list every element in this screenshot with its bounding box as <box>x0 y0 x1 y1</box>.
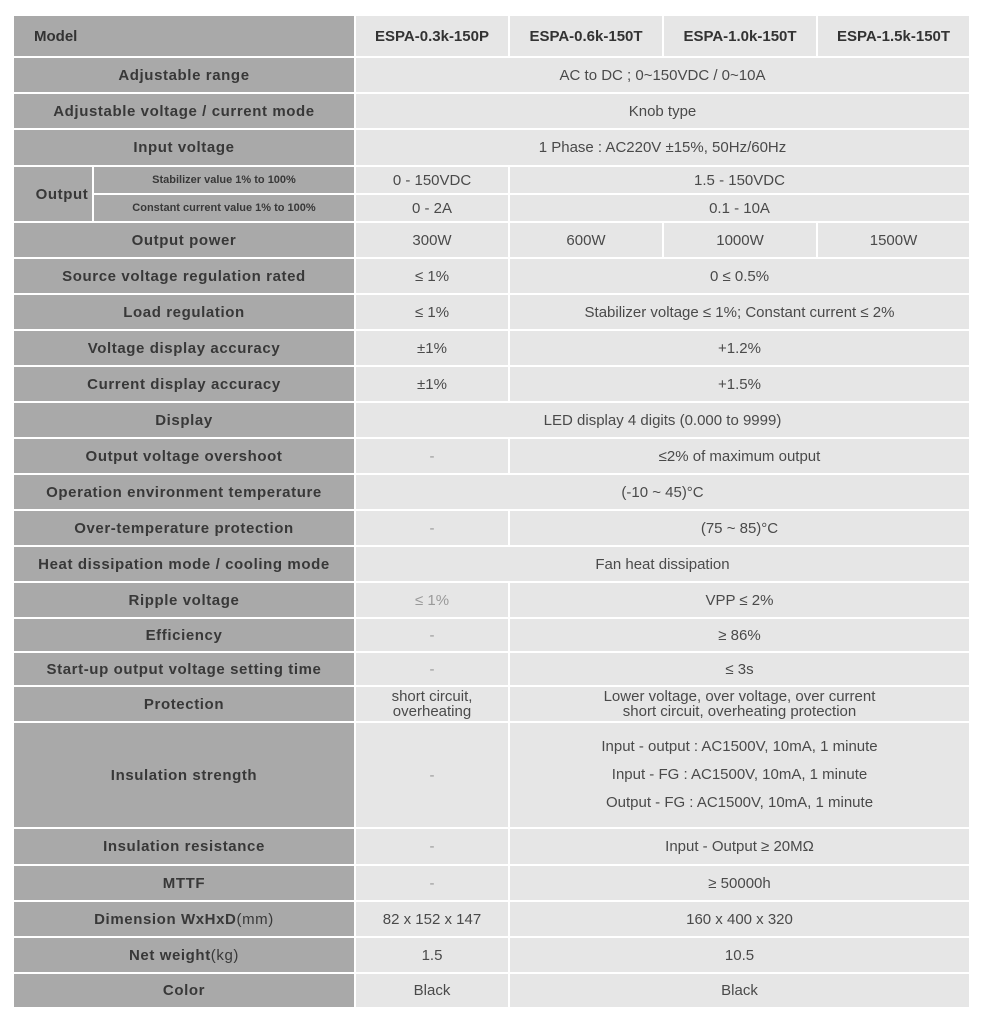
row-label: Source voltage regulation rated <box>13 258 355 294</box>
row-value-large: 0 ≤ 0.5% <box>509 258 970 294</box>
row-label: Voltage display accuracy <box>13 330 355 366</box>
row-cooling <box>13 546 970 582</box>
row-value: 1000W <box>663 222 817 258</box>
row-source-regulation <box>13 258 970 294</box>
row-value: LED display 4 digits (0.000 to 9999) <box>355 402 970 438</box>
row-value: (-10 ~ 45)°C <box>355 474 970 510</box>
row-color <box>13 973 970 1008</box>
row-startup <box>13 652 970 686</box>
row-value-small: - <box>355 828 509 865</box>
value-line: short circuit, overheating protection <box>622 703 857 720</box>
row-adjustable-mode <box>13 93 970 129</box>
row-value-large: +1.5% <box>509 366 970 402</box>
row-value: 300W <box>355 222 509 258</box>
row-value-large: 10.5 <box>509 937 970 973</box>
row-label: Start-up output voltage setting time <box>13 652 355 686</box>
row-value-large: 160 x 400 x 320 <box>509 901 970 937</box>
row-label: Heat dissipation mode / cooling mode <box>13 546 355 582</box>
row-label: Output power <box>13 222 355 258</box>
row-label: Input voltage <box>13 129 355 166</box>
row-value-small: ≤ 1% <box>355 294 509 330</box>
row-value-large: Black <box>509 973 970 1008</box>
row-label: Current display accuracy <box>13 366 355 402</box>
row-value: Knob type <box>355 93 970 129</box>
row-label: Insulation resistance <box>13 828 355 865</box>
row-value-large: 1.5 - 150VDC <box>509 166 970 194</box>
row-sublabel: Constant current value 1% to 100% <box>93 194 355 222</box>
row-value-large: VPP ≤ 2% <box>509 582 970 618</box>
row-value-large: ≥ 50000h <box>509 865 970 901</box>
value-line: Input - FG : AC1500V, 10mA, 1 minute <box>611 766 868 783</box>
row-env-temp <box>13 474 970 510</box>
row-protection <box>13 686 970 722</box>
row-value-small: - <box>355 510 509 546</box>
row-label: Output voltage overshoot <box>13 438 355 474</box>
value-line: Input - output : AC1500V, 10mA, 1 minute <box>601 738 878 755</box>
value-line: Lower voltage, over voltage, over current <box>603 688 876 705</box>
label-unit: (kg) <box>210 946 240 964</box>
row-output-power <box>13 222 970 258</box>
row-value-large: ≤2% of maximum output <box>509 438 970 474</box>
row-sublabel: Stabilizer value 1% to 100% <box>93 166 355 194</box>
row-input-voltage <box>13 129 970 166</box>
row-value-large: Stabilizer voltage ≤ 1%; Constant current ≤ 2% <box>509 294 970 330</box>
row-value-small: 1.5 <box>355 937 509 973</box>
model-name: ESPA-0.6k-150T <box>509 15 663 57</box>
row-label: Protection <box>13 686 355 722</box>
row-value-large <box>509 722 970 828</box>
row-value-small: - <box>355 438 509 474</box>
row-dimension <box>13 901 970 937</box>
row-value-small: ≤ 1% <box>355 258 509 294</box>
row-ripple <box>13 582 970 618</box>
row-value-large: Input - Output ≥ 20MΩ <box>509 828 970 865</box>
row-value-large: +1.2% <box>509 330 970 366</box>
row-value: 600W <box>509 222 663 258</box>
row-insulation-resistance <box>13 828 970 865</box>
row-mttf <box>13 865 970 901</box>
row-value-small: ±1% <box>355 330 509 366</box>
row-load-regulation <box>13 294 970 330</box>
row-label: Ripple voltage <box>13 582 355 618</box>
value-line: short circuit, <box>391 688 473 705</box>
row-label: Operation environment temperature <box>13 474 355 510</box>
row-value: Fan heat dissipation <box>355 546 970 582</box>
row-insulation-strength <box>13 722 970 828</box>
row-label <box>13 901 355 937</box>
row-label: Load regulation <box>13 294 355 330</box>
row-value-small: Black <box>355 973 509 1008</box>
row-value-small <box>355 686 509 722</box>
header-row <box>13 15 970 57</box>
row-value-small: ≤ 1% <box>355 582 509 618</box>
row-value-small: ±1% <box>355 366 509 402</box>
row-label: Over-temperature protection <box>13 510 355 546</box>
row-efficiency <box>13 618 970 652</box>
row-value-small: 0 - 150VDC <box>355 166 509 194</box>
row-label <box>13 937 355 973</box>
row-label: Adjustable range <box>13 57 355 93</box>
row-value: 1 Phase : AC220V ±15%, 50Hz/60Hz <box>355 129 970 166</box>
row-value: AC to DC ; 0~150VDC / 0~10A <box>355 57 970 93</box>
row-label: MTTF <box>13 865 355 901</box>
model-name: ESPA-0.3k-150P <box>355 15 509 57</box>
row-over-temp <box>13 510 970 546</box>
spec-table <box>12 14 971 1009</box>
row-value-small: - <box>355 722 509 828</box>
row-value-large: (75 ~ 85)°C <box>509 510 970 546</box>
row-adjustable-range <box>13 57 970 93</box>
row-value: 1500W <box>817 222 970 258</box>
row-voltage-accuracy <box>13 330 970 366</box>
label-text: Net weight <box>128 946 211 964</box>
row-value-large: 0.1 - 10A <box>509 194 970 222</box>
row-output-stabilizer <box>13 166 970 194</box>
row-label: Efficiency <box>13 618 355 652</box>
row-value-small: - <box>355 618 509 652</box>
model-name: ESPA-1.5k-150T <box>817 15 970 57</box>
row-value-small: - <box>355 865 509 901</box>
row-label: Adjustable voltage / current mode <box>13 93 355 129</box>
row-value-small: - <box>355 652 509 686</box>
label-unit: (mm) <box>236 910 274 928</box>
label-text: Dimension WxHxD <box>94 910 237 928</box>
row-current-accuracy <box>13 366 970 402</box>
row-overshoot <box>13 438 970 474</box>
row-value-small: 0 - 2A <box>355 194 509 222</box>
row-value-large <box>509 686 970 722</box>
value-line: Output - FG : AC1500V, 10mA, 1 minute <box>605 794 874 811</box>
model-label: Model <box>13 15 355 57</box>
row-label: Insulation strength <box>13 722 355 828</box>
row-label: Display <box>13 402 355 438</box>
row-value-large: ≤ 3s <box>509 652 970 686</box>
value-line: overheating <box>392 703 472 720</box>
output-label: Output <box>13 166 93 222</box>
row-value-large: ≥ 86% <box>509 618 970 652</box>
row-display <box>13 402 970 438</box>
row-label: Color <box>13 973 355 1008</box>
row-value-small: 82 x 152 x 147 <box>355 901 509 937</box>
row-net-weight <box>13 937 970 973</box>
row-output-current <box>13 194 970 222</box>
model-name: ESPA-1.0k-150T <box>663 15 817 57</box>
